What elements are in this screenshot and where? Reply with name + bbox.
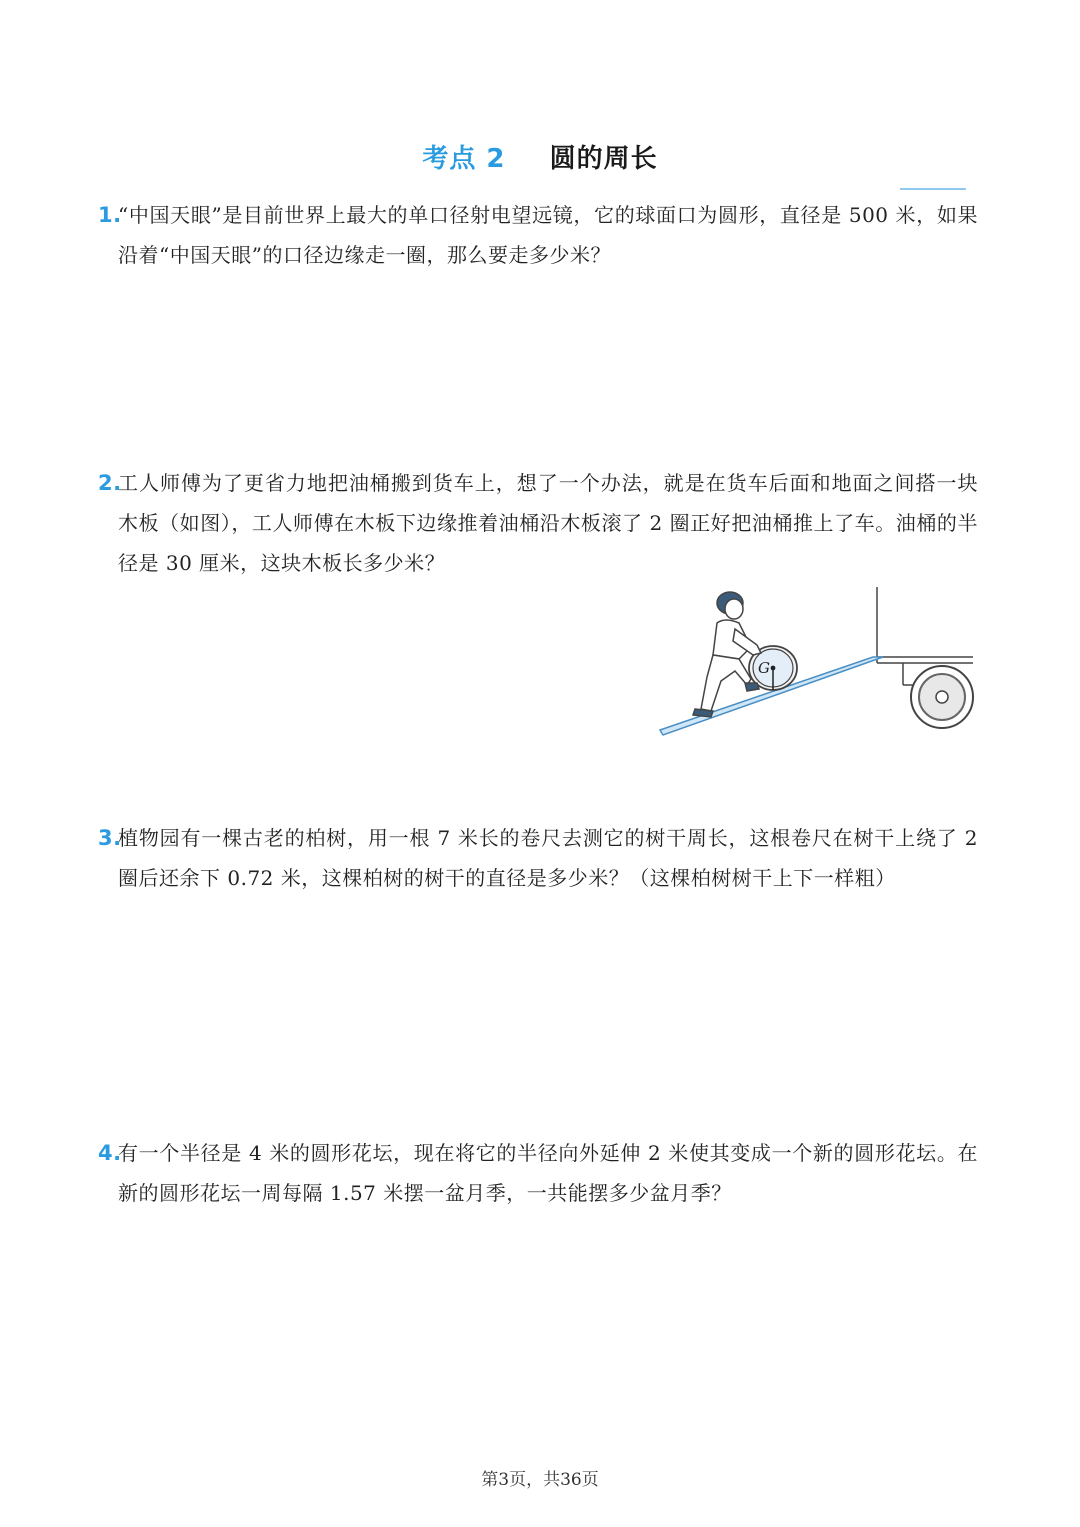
section-label: 考点 2 — [422, 144, 506, 174]
problem-number: 4. — [98, 1141, 122, 1165]
problem-text: 植物园有一棵古老的柏树，用一根 7 米长的卷尺去测它的树干周长，这根卷尺在树干上绕了 2 圈后还余下 0.72 米，这棵柏树的树干的直径是多少米？（这棵柏树树干上下一样粗） — [118, 826, 978, 890]
truck-wheel — [911, 666, 973, 728]
decorative-line — [900, 188, 966, 190]
section-name: 圆的周长 — [549, 144, 658, 174]
problem-1 — [98, 195, 978, 275]
problem-2 — [98, 463, 978, 583]
problem-number: 2. — [98, 471, 122, 495]
problem-number: 1. — [98, 203, 122, 227]
problem-text: 工人师傅为了更省力地把油桶搬到货车上，想了一个办法，就是在货车后面和地面之间搭一块木板（如图），工人师傅在木板下边缘推着油桶沿木板滚了 2 圈正好把油桶推上了车。油桶的半径是 30 厘米，这块木板长多少米？ — [118, 471, 978, 575]
problem-number: 3. — [98, 826, 122, 850]
problem-text: 有一个半径是 4 米的圆形花坛，现在将它的半径向外延伸 2 米使其变成一个新的圆形花坛。在新的圆形花坛一周每隔 1.57 米摆一盆月季，一共能摆多少盆月季？ — [118, 1141, 978, 1205]
problem-3 — [98, 818, 978, 898]
problem-4 — [98, 1133, 978, 1213]
barrel-label: G — [758, 659, 770, 677]
problem-text: “中国天眼”是目前世界上最大的单口径射电望远镜，它的球面口为圆形，直径是 500 米，如果沿着“中国天眼”的口径边缘走一圈，那么要走多少米？ — [118, 203, 978, 267]
page-footer: 第3页，共36页 — [481, 1470, 599, 1490]
ramp-illustration — [655, 585, 980, 740]
section-title — [0, 138, 1080, 175]
